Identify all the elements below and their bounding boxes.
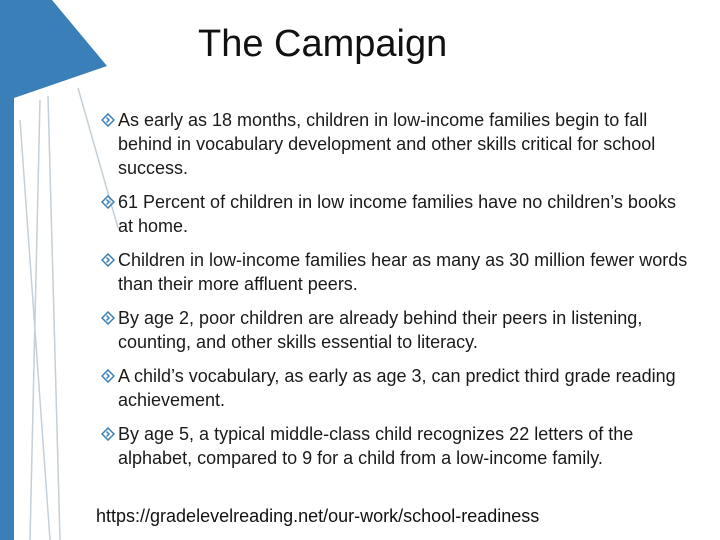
bullet-text: By age 5, a typical middle-class child recognizes 22 letters of the alphabet, compared to 9 for a child from a low-income family. (118, 424, 634, 468)
bullet-item (104, 108, 694, 180)
bullet-item (104, 190, 694, 238)
bullet-text: As early as 18 months, children in low-income families begin to fall behind in vocabulary development and other skills critical for school success. (118, 110, 656, 178)
bullet-list (104, 108, 694, 480)
bullet-text: By age 2, poor children are already behind their peers in listening, counting, and other skills essential to literacy. (118, 308, 643, 352)
bullet-item (104, 306, 694, 354)
diamond-arrow-icon (101, 113, 115, 127)
source-link[interactable]: https://gradelevelreading.net/our-work/school-readiness (96, 506, 540, 526)
bullet-text: 61 Percent of children in low income families have no children’s books at home. (118, 192, 676, 236)
slide-title: The Campaign (198, 23, 448, 65)
diamond-arrow-icon (101, 195, 115, 209)
header-accent-shape (14, 0, 107, 98)
diamond-arrow-icon (101, 427, 115, 441)
bullet-text: Children in low-income families hear as many as 30 million fewer words than their more affluent peers. (118, 250, 688, 294)
bullet-text: A child’s vocabulary, as early as age 3, can predict third grade reading achievement. (118, 366, 676, 410)
diamond-arrow-icon (101, 253, 115, 267)
diamond-arrow-icon (101, 369, 115, 383)
bullet-item (104, 422, 694, 470)
bullet-item (104, 364, 694, 412)
diamond-arrow-icon (101, 311, 115, 325)
bullet-item (104, 248, 694, 296)
left-accent-bar (0, 0, 14, 540)
